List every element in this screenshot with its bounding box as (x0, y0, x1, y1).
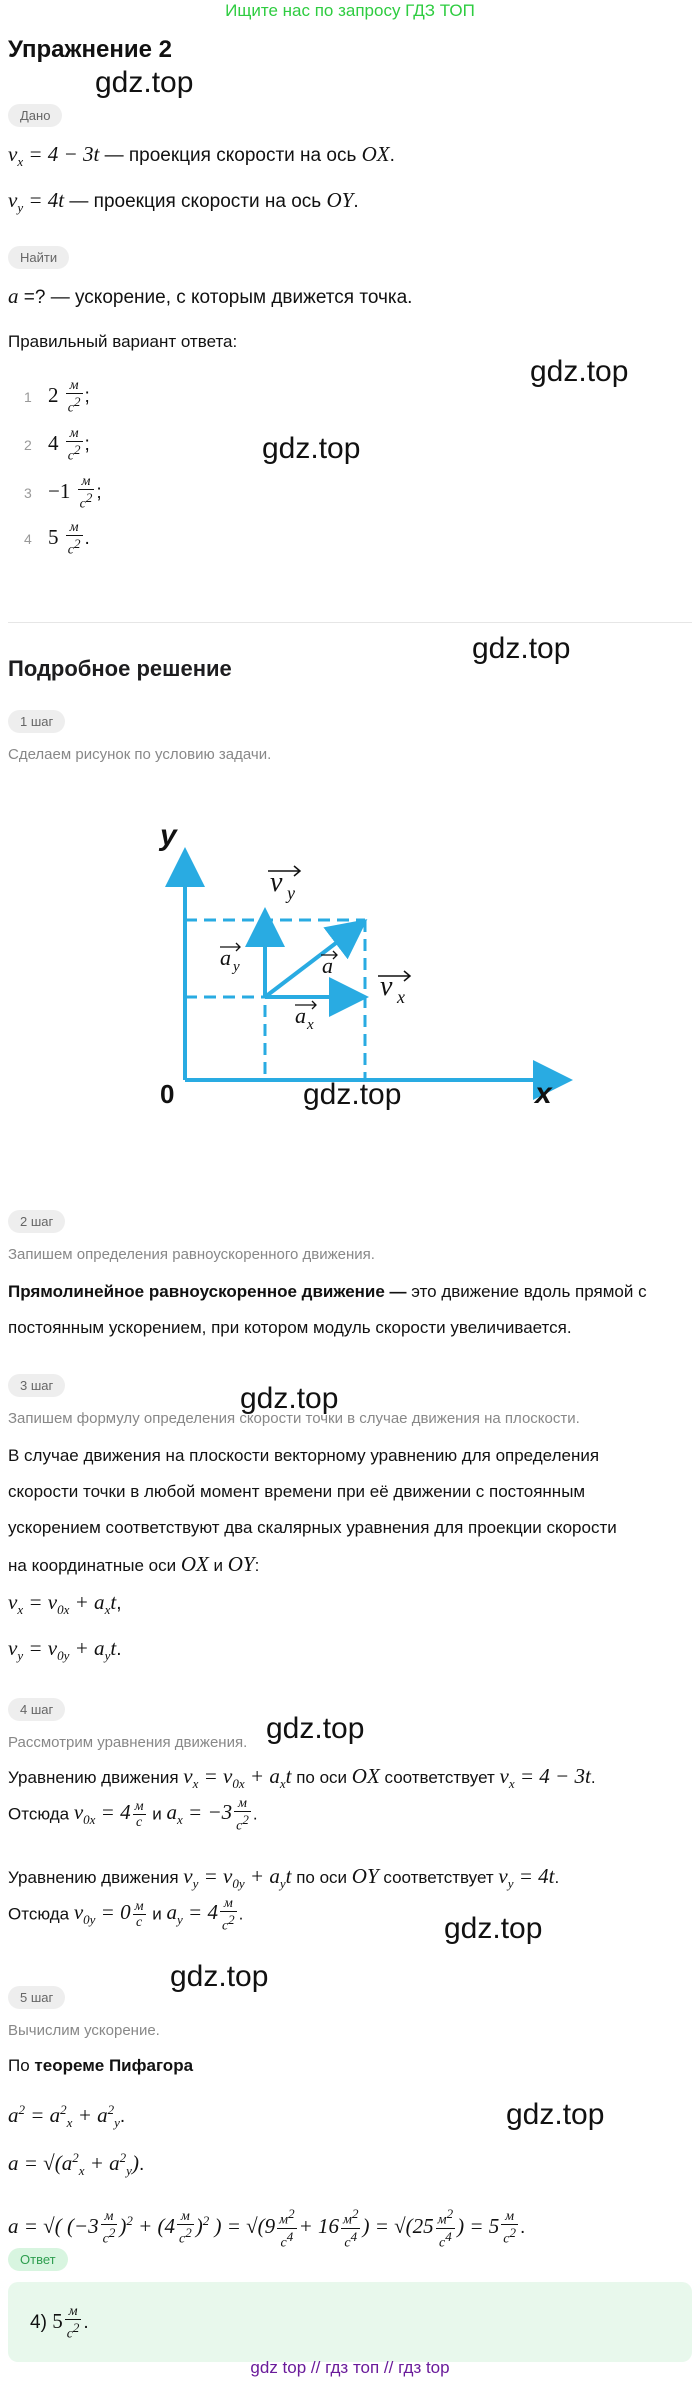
step-3-paragraph: В случае движения на плоскости векторному уравнению для определения скорости точки в любой момент времени при её движении с постоянным ускорением соответствуют два скалярных уравнения для проекции скорости на координатные оси OX и OY: (8, 1446, 617, 1576)
watermark: gdz.top (506, 2098, 605, 2131)
pythagoras-line: По теореме Пифагора (8, 2056, 194, 2075)
step-5-text: Вычислим ускорение. (8, 2022, 160, 2039)
option-4[interactable]: 4 5 $\frac{м}{c^2}$ . (24, 520, 90, 558)
step-3-pill: 3 шаг (8, 1374, 65, 1397)
find-pill: Найти (8, 246, 69, 269)
svg-text:y: y (233, 959, 240, 975)
section-divider (8, 622, 692, 623)
option-3[interactable]: 3 −1 $\frac{м}{c^2}$ ; (24, 474, 102, 512)
correct-variant-label: Правильный вариант ответа: (8, 332, 238, 351)
watermark: gdz.top (444, 1912, 543, 1945)
eq-a-final: a = √( (−3 $\frac{м}{c^2}$ )$^2$ + (4 $\frac{м}{c^2}$ )$^2$ ) = √(9 $\frac{м^2}{c^4}$ + 16 $\frac{м^2}{c^4}$ ) = √(25 $\frac{м^2}{c^4}$ ) = 5 $\frac{м}{c^2}$ . (8, 2206, 526, 2251)
watermark: gdz.top (262, 432, 361, 465)
svg-text:a: a (220, 945, 231, 970)
top-banner: Ищите нас по запросу ГДЗ ТОП (225, 1, 475, 20)
eq-a-sqrt: $a = √(a^2_x + a^2_y)$. (8, 2150, 145, 2179)
step-4-pill: 4 шаг (8, 1698, 65, 1721)
given-vx: $v_x = 4 - 3t$ — проекция скорости на ось OX. (8, 142, 395, 170)
option-1[interactable]: 1 2 $\frac{м}{c^2}$ ; (24, 378, 90, 416)
step-2-text: Запишем определения равноускоренного движения. (8, 1246, 375, 1263)
svg-text:v: v (270, 867, 283, 898)
y-axis-label: y (160, 819, 177, 852)
answer-text: 4) 5 $\frac{м}{c^2}$ . (30, 2304, 89, 2342)
given-vy: $v_y = 4t$ — проекция скорости на ось OY. (8, 188, 359, 216)
given-pill: Дано (8, 104, 62, 127)
exercise-title: Упражнение 2 (8, 36, 172, 63)
footer-links[interactable]: gdz top // гдз топ // гдз top (250, 2358, 450, 2377)
eq-vx: $v_x = v_{0x} + a_xt$, (8, 1590, 122, 1618)
eq-vy: $v_y = v_{0y} + a_yt$. (8, 1636, 122, 1664)
watermark: gdz.top (95, 66, 194, 99)
step-4-line-3: Уравнению движения $v_y = v_{0y} + a_yt$ по оси OY соответствует $v_y = 4t$. (8, 1864, 560, 1892)
svg-text:x: x (307, 1017, 314, 1033)
option-2[interactable]: 2 4 $\frac{м}{c^2}$ ; (24, 426, 90, 464)
detailed-solution-heading: Подробное решение (8, 656, 232, 681)
step-4-line-4: Отсюда $v_{0y} = 0$ $\frac{м}{c}$ и $a_y = 4$ $\frac{м}{c^2}$ . (8, 1896, 244, 1934)
step-4-line-2: Отсюда $v_{0x} = 4$ $\frac{м}{c}$ и $a_x = -3$ $\frac{м}{c^2}$ . (8, 1796, 258, 1834)
watermark: gdz.top (530, 355, 629, 388)
step-4-text: Рассмотрим уравнения движения. (8, 1734, 248, 1751)
eq-a-squared: $a^2 = a^2_x + a^2_y$. (8, 2102, 126, 2131)
step-5-pill: 5 шаг (8, 1986, 65, 2009)
answer-box (8, 2282, 692, 2362)
watermark: gdz.top (472, 632, 571, 665)
v-vector (265, 924, 361, 997)
step-1-pill: 1 шаг (8, 710, 65, 733)
x-axis-label: x (535, 1077, 552, 1105)
watermark: gdz.top (240, 1382, 339, 1415)
step-4-line-1: Уравнению движения $v_x = v_{0x} + a_xt$ по оси OX соответствует $v_x = 4 - 3t$. (8, 1764, 596, 1792)
svg-text:v: v (380, 971, 393, 1002)
svg-text:x: x (397, 987, 405, 1007)
step-2-pill: 2 шаг (8, 1210, 65, 1233)
svg-text:a: a (322, 953, 333, 978)
step-1-text: Сделаем рисунок по условию задачи. (8, 746, 272, 763)
watermark: gdz.top (303, 1078, 402, 1111)
svg-text:a: a (295, 1003, 306, 1028)
svg-text:y: y (287, 883, 295, 903)
find-text: a =? — ускорение, с которым движется точка. (8, 284, 413, 308)
velocity-diagram (140, 815, 580, 1105)
origin-label: 0 (160, 1079, 175, 1105)
step-2-definition: Прямолинейное равноускоренное движение — это движение вдоль прямой с постоянным ускорением, при котором модуль скорости увеличивается. (8, 1282, 647, 1337)
answer-pill: Ответ (8, 2248, 68, 2271)
watermark: gdz.top (266, 1712, 365, 1745)
step-3-text: Запишем формулу определения скорости точки в случае движения на плоскости. (8, 1410, 580, 1427)
watermark: gdz.top (170, 1960, 269, 1993)
